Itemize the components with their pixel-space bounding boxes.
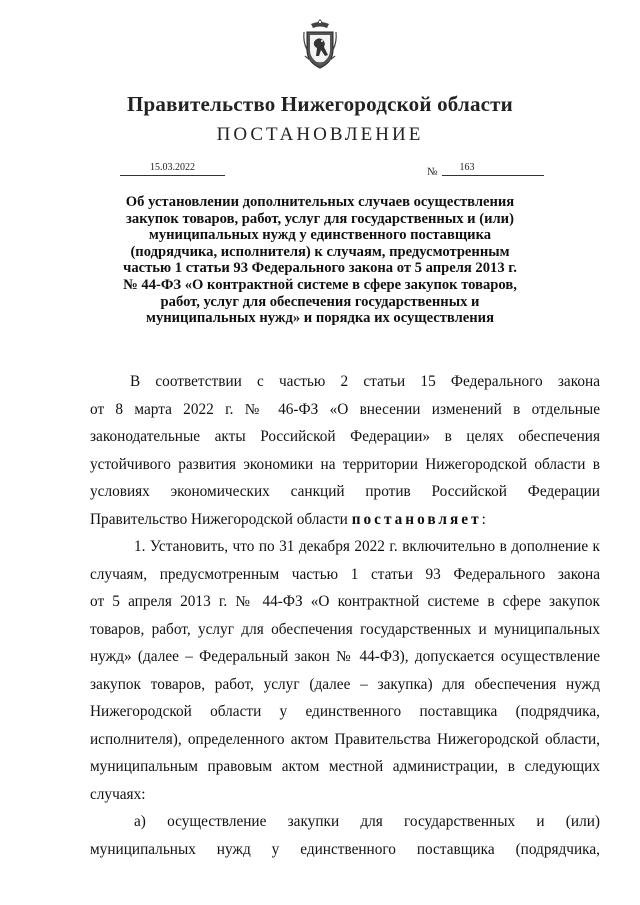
text-line: условиях экономических санкций против Российской Федерации — [90, 483, 600, 500]
text-line: случаям, предусмотренным частью 1 статьи 93 Федерального закона — [90, 565, 600, 583]
text-line: от 8 марта 2022 г. № 46-ФЗ «О внесении изменений в отдельные — [90, 400, 600, 418]
government-name: Правительство Нижегородской области — [90, 510, 352, 528]
text-line: от 5 апреля 2013 г. № 44-ФЗ «О контрактной системе в сфере закупок — [90, 593, 600, 610]
text-line — [90, 506, 600, 534]
document-type: ПОСТАНОВЛЕНИЕ — [216, 124, 424, 145]
text-line: Нижегородской области у единственного поставщика (подрядчика, — [90, 703, 600, 720]
preamble-paragraph — [90, 368, 600, 533]
subject-line: частью 1 статьи 93 Федерального закона от 5 апреля 2013 г. — [123, 260, 517, 277]
text-line: исполнителя), определенного актом Правительства Нижегородской области, — [90, 730, 600, 748]
subject-line: работ, услуг для обеспечения государственных и — [160, 293, 480, 310]
text-line: 1. Установить, что по 31 декабря 2022 г. включительно в дополнение к — [134, 538, 600, 555]
document-subject — [100, 194, 540, 327]
text-line: закупок товаров, работ, услуг (далее – закупка) для обеспечения нужд — [90, 675, 600, 693]
decree-word: постановляет — [351, 510, 482, 528]
number-sign: № — [427, 166, 438, 178]
subject-line: муниципальных нужд у единственного поставщика — [148, 227, 492, 244]
date-underline — [120, 175, 225, 176]
document-body — [90, 368, 600, 863]
item-1a-paragraph — [90, 808, 600, 863]
decree-colon: : — [481, 510, 486, 528]
text-line: муниципальных нужд у единственного поставщика (подрядчика, — [90, 840, 600, 858]
text-line: а) осуществление закупки для государственных и (или) — [134, 813, 600, 830]
item-1-paragraph — [90, 533, 600, 808]
text-line: товаров, работ, услуг для обеспечения государственных и муниципальных — [90, 620, 600, 638]
subject-line: муниципальных нужд» и порядка их осуществления — [146, 310, 494, 327]
subject-line: (подрядчика, исполнителя) к случаям, предусмотренным — [130, 243, 510, 260]
document-date: 15.03.2022 — [150, 162, 195, 173]
text-line: муниципальным правовым актом местной администрации, в следующих — [90, 758, 600, 775]
subject-line: Об установлении дополнительных случаев осуществления — [125, 194, 515, 210]
text-line: В соответствии с частью 2 статьи 15 Федерального закона — [130, 373, 600, 390]
text-line: законодательные акты Российской Федерации» в целях обеспечения — [90, 428, 600, 445]
text-line: случаях: — [90, 785, 146, 803]
subject-line: закупок товаров, работ, услуг для государственных и (или) — [126, 210, 514, 227]
coat-of-arms-icon — [302, 18, 338, 70]
number-underline — [442, 175, 544, 176]
document-number: 163 — [459, 162, 475, 173]
organization-title: Правительство Нижегородской области — [127, 92, 513, 116]
subject-line: № 44-ФЗ «О контрактной системе в сфере закупок товаров, — [123, 276, 517, 293]
text-line: нужд» (далее – Федеральный закон № 44-ФЗ), допускается осуществление — [90, 648, 600, 665]
text-line: устойчивого развития экономики на территории Нижегородской области в — [90, 455, 600, 473]
